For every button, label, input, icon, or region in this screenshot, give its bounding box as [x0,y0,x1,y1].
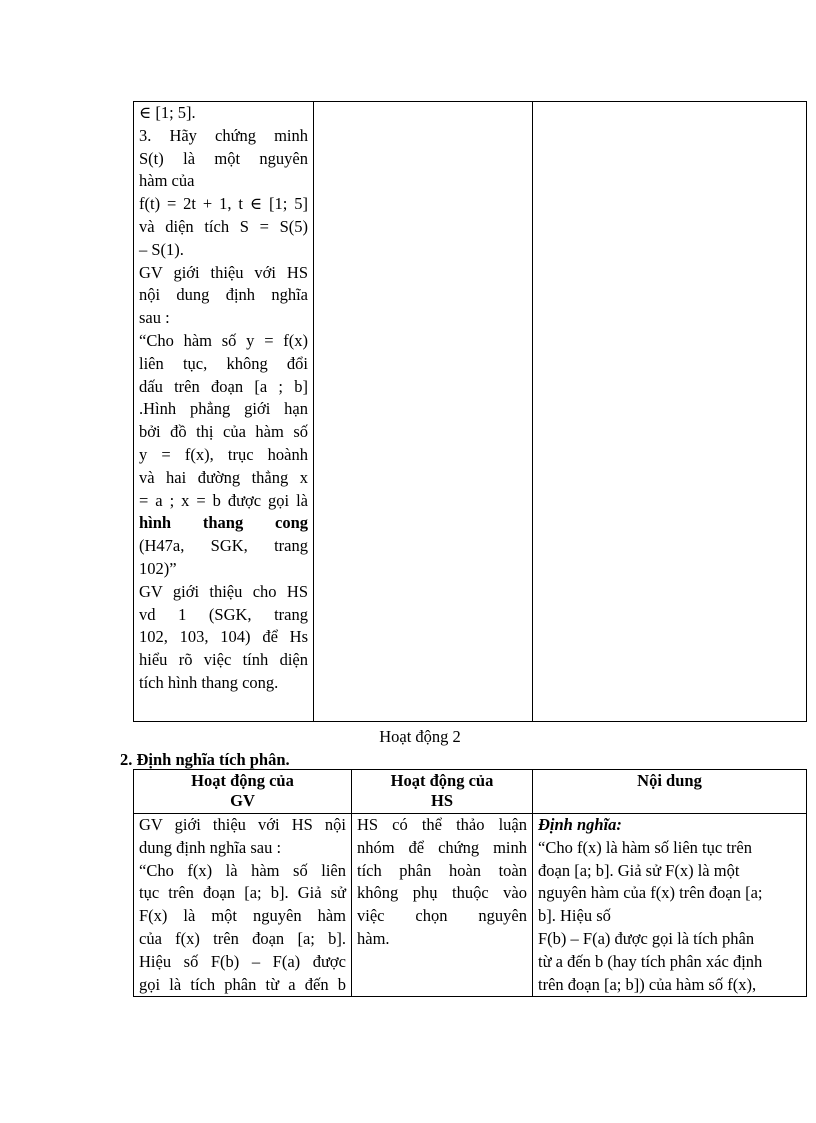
gv-text [139,814,346,996]
text-line: “Cho hàm số y = f(x) [139,330,308,350]
text-line: không phụ thuộc vào [357,883,527,903]
header-gv-line2: GV [230,791,255,810]
content-cell [533,102,807,722]
text-line: nội dung định nghĩa [139,285,308,305]
text-line: b]. Hiệu số [538,906,611,926]
text-line: nhóm để chứng minh [357,837,527,857]
text-line: ∈ [1; 5]. [139,103,196,122]
text-line: sau : [139,308,170,328]
text-line: F(b) – F(a) được gọi là tích phân [538,928,755,948]
text-line: từ a đến b (hay tích phân xác định [538,951,763,971]
text-line: (H47a, SGK, trang [139,536,308,556]
gv-cell [134,814,352,997]
text-line: tục trên đoạn [a; b]. Giả sử [139,883,346,903]
text-line: tích hình thang cong. [139,672,279,692]
teacher-activity-cell [134,102,314,722]
definition-heading: Định nghĩa: [538,815,622,834]
text-line: “Cho f(x) là hàm số liên [139,860,346,880]
text-line: đoạn [a; b]. Giả sử F(x) là một [538,860,740,880]
text-line: liên tục, không đổi [139,353,308,373]
text-line: 102)” [139,558,177,578]
text-line: của f(x) trên đoạn [a; b]. [139,928,346,948]
header-content [533,770,807,814]
text-line: – S(1). [139,239,184,259]
text-line: nguyên hàm của f(x) trên đoạn [a; [538,883,763,903]
section-title: 2. Định nghĩa tích phân. [120,750,290,769]
text-line: “Cho f(x) là hàm số liên tục trên [538,837,752,857]
header-content-label: Nội dung [637,771,702,790]
text-line: S(t) là một nguyên [139,148,308,168]
definition-table [133,769,807,997]
text-line: và diện tích S = S(5) [139,216,308,236]
activity-table-continued [133,101,807,722]
text-line: y = f(x), trục hoành [139,444,308,464]
text-line: và hai đường thẳng x [139,467,308,487]
content-cell-2 [533,814,807,997]
activity-title: Hoạt động 2 [379,727,461,746]
header-hs [352,770,533,814]
text-line: 102, 103, 104) để Hs [139,627,308,647]
text-line: GV giới thiệu với HS nội [139,815,346,834]
text-line: HS có thể thảo luận [357,815,527,834]
hs-text [357,814,527,951]
text-line: .Hình phẳng giới hạn [139,399,308,419]
text-line: F(x) là một nguyên hàm [139,906,346,926]
text-line: hiểu rõ việc tính diện [139,650,308,670]
student-activity-cell [314,102,533,722]
text-line: trên đoạn [a; b]) của hàm số f(x), [538,974,757,994]
header-gv-line1: Hoạt động của [191,771,294,790]
text-line: dung định nghĩa sau : [139,837,282,857]
header-hs-line2: HS [430,791,453,810]
text-line: GV giới thiệu với HS [139,262,308,282]
text-line: vd 1 (SGK, trang [139,604,308,624]
text-line: hình thang cong [139,513,308,533]
text-line: = a ; x = b được gọi là [139,490,308,510]
text-line: Hiệu số F(b) – F(a) được [139,951,346,971]
text-line: GV giới thiệu cho HS [139,581,308,601]
text-line: bởi đồ thị của hàm số [139,422,308,442]
hs-cell [352,814,533,997]
text-line: f(t) = 2t + 1, t ∈ [1; 5] [139,194,308,214]
text-line: 3. Hãy chứng minh [139,125,308,145]
header-hs-line1: Hoạt động của [390,771,494,790]
text-line: dấu trên đoạn [a ; b] [139,376,308,396]
text-line: gọi là tích phân từ a đến b [139,974,346,994]
header-gv [134,770,352,814]
text-line: tích phân hoàn toàn [357,860,527,880]
text-line: hàm của [139,171,195,191]
text-line: việc chọn nguyên [357,906,527,926]
teacher-activity-text [139,102,308,695]
text-line: hàm. [357,928,390,948]
definition-text [538,837,801,997]
